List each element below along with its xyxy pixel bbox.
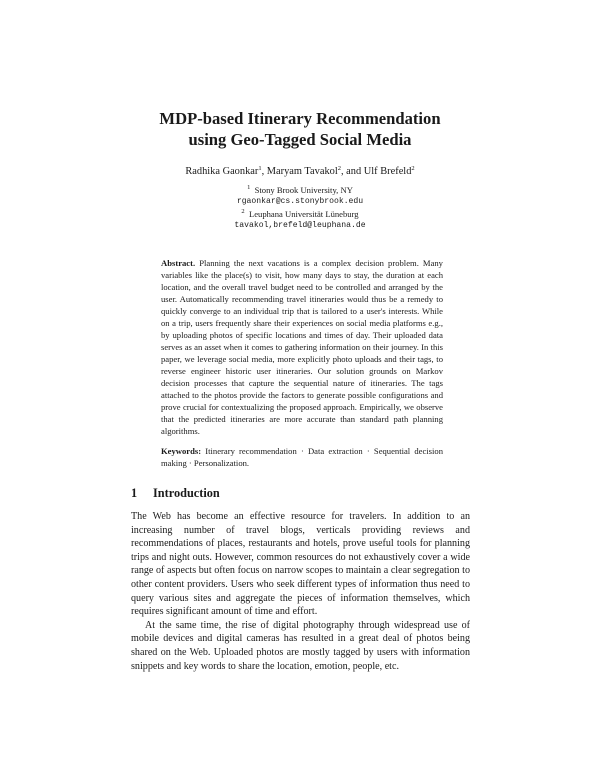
section-title: Introduction xyxy=(153,486,220,500)
keywords-label: Keywords: xyxy=(161,446,202,456)
title-line-1: MDP-based Itinerary Recommendation xyxy=(159,109,441,128)
author-affiliation-mark: 1 xyxy=(258,165,262,172)
body-paragraph: At the same time, the rise of digital photography through widespread use of mobile devices and digital cameras has resulted in a great deal of photos being shared on the Web. Uploaded photos are mostly tagged by users with information snippets and key words to share the location, emotion, people, etc. xyxy=(131,619,470,672)
section-number: 1 xyxy=(131,486,138,500)
body-paragraph: The Web has become an effective resource for travelers. In addition to an increasing number of travel blogs, verticals providing reviews and recommendations of places, restaurants and hotels, prove useful tools for planning trips and night outs. However, common resources do not exhaustively cover a wide range of aspects but often focus on narrow scopes to maintain a clear segregation to other content providers. Users who seek different types of information thus need to query various sites and aggregate the pieces of information themselves, which requires significant amount of time and effort. xyxy=(131,511,470,618)
abstract xyxy=(161,257,443,437)
affiliation-mark: 2 xyxy=(241,208,245,215)
abstract-text: Planning the next vacations is a complex decision problem. Many variables like the place(s) to visit, how many days to stay, the duration at each location, and the overall travel budget need to be controlled and arranged by the user. Automatically recommending travel itineraries would thus be a remedy to quickly converge to an individual trip that is tailored to a user's interests. While on a trip, users frequently share their experiences on social media platforms e.g., by uploading photos of specific locations and times of day. Their uploaded data serves as an asset when it comes to gathering information on their journey. In this paper, we leverage social media, more explicitly photo uploads and their tags, to reverse engineer historic user itineraries. Our solution grounds on Markov decision processes that capture the sequential nature of itineraries. The tags attached to the photos provide the factors to generate possible configurations and prove crucial for contextualizing the proposed approach. Empirically, we observe that the predicted itineraries are more accurate than standard path planning algorithms. xyxy=(161,258,443,436)
section-body xyxy=(131,510,470,673)
affiliation-institution: Leuphana Universität Lüneburg xyxy=(248,209,359,219)
affiliation-mark: 1 xyxy=(247,184,251,191)
author-list: Radhika Gaonkar$^1$, Maryam Tavakol$^2$, and Ulf Brefeld$^2$ xyxy=(185,165,415,177)
title-line-2: using Geo-Tagged Social Media xyxy=(188,130,412,149)
abstract-label: Abstract. xyxy=(161,258,196,268)
author-name: Radhika Gaonkar xyxy=(185,166,259,177)
keywords-text: Itinerary recommendation · Data extraction · Sequential decision making · Personalization. xyxy=(161,446,443,468)
author-name: Maryam Tavakol xyxy=(266,166,338,177)
author-name: Ulf Brefeld xyxy=(363,166,412,177)
author-affiliation-mark: 2 xyxy=(411,165,415,172)
affiliation-1 xyxy=(0,184,600,196)
author-separator: , and xyxy=(340,166,364,177)
affiliation-email-2: tavakol,brefeld@leuphana.de xyxy=(234,221,366,230)
paper-title xyxy=(0,108,600,150)
affiliation-2 xyxy=(0,208,600,220)
affiliation-email-1: rgaonkar@cs.stonybrook.edu xyxy=(236,197,364,206)
section-heading xyxy=(131,485,220,501)
keywords xyxy=(161,445,443,469)
affiliation-institution: Stony Brook University, NY xyxy=(254,185,353,195)
author-affiliation-mark: 2 xyxy=(337,165,341,172)
